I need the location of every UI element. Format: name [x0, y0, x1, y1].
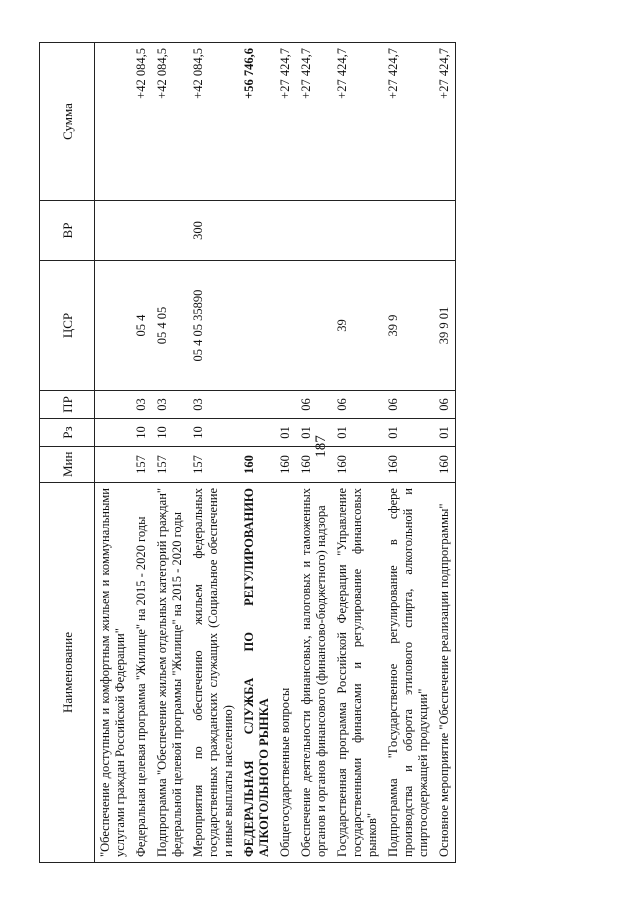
cell-csr: 39 9 01: [434, 261, 456, 391]
cell-rz: 01: [383, 419, 434, 447]
cell-min: [95, 447, 132, 483]
cell-rz: 10: [188, 419, 239, 447]
cell-min: 160: [332, 447, 383, 483]
cell-pr: 03: [188, 391, 239, 419]
cell-sum: +27 424,7: [383, 43, 434, 201]
cell-sum: +56 746,6: [239, 43, 275, 201]
table-row: [131, 43, 152, 863]
header-pr: ПР: [40, 391, 95, 419]
cell-min: 157: [188, 447, 239, 483]
cell-pr: [95, 391, 132, 419]
cell-sum: [95, 43, 132, 201]
cell-sum: +27 424,7: [434, 43, 456, 201]
cell-rz: 01: [296, 419, 332, 447]
cell-csr: [275, 261, 296, 391]
cell-sum: +27 424,7: [332, 43, 383, 201]
cell-name: Государственная программа Российской Федерации "Управление государственными финансами и регулирование финансовых рынков": [332, 483, 383, 863]
table-row: [383, 43, 434, 863]
table-row: [188, 43, 239, 863]
cell-csr: 05 4 05: [152, 261, 188, 391]
cell-rz: 01: [434, 419, 456, 447]
cell-sum: +27 424,7: [296, 43, 332, 201]
cell-vr: [383, 201, 434, 261]
cell-min: 157: [131, 447, 152, 483]
cell-vr: [95, 201, 132, 261]
cell-csr: 05 4 05 35890: [188, 261, 239, 391]
cell-min: 160: [296, 447, 332, 483]
cell-csr: [296, 261, 332, 391]
header-name: Наименование: [40, 483, 95, 863]
table-row: [152, 43, 188, 863]
budget-table: [39, 42, 456, 863]
cell-pr: 06: [296, 391, 332, 419]
cell-name: Основное мероприятие "Обеспечение реализации подпрограммы": [434, 483, 456, 863]
cell-rz: 01: [275, 419, 296, 447]
cell-name: Подпрограмма "Государственное регулирование в сфере производства и оборота этилового спирта, алкогольной и спиртосодержащей продукции": [383, 483, 434, 863]
cell-name: Подпрограмма "Обеспечение жильем отдельных категорий граждан" федеральной целевой программы "Жилище" на 2015 - 2020 годы: [152, 483, 188, 863]
header-sum: Сумма: [40, 43, 95, 201]
cell-sum: +42 084,5: [131, 43, 152, 201]
cell-rz: 10: [131, 419, 152, 447]
cell-vr: [275, 201, 296, 261]
cell-rz: 10: [152, 419, 188, 447]
rotated-page: [39, 43, 601, 863]
header-min: Мин: [40, 447, 95, 483]
cell-csr: 39: [332, 261, 383, 391]
cell-name: Мероприятия по обеспечению жильем федеральных государственных гражданских служащих (Социальное обеспечение и иные выплаты населению): [188, 483, 239, 863]
cell-sum: +42 084,5: [188, 43, 239, 201]
table-row: [95, 43, 132, 863]
cell-pr: 06: [332, 391, 383, 419]
cell-name: "Обеспечение доступным и комфортным жильем и коммунальными услугами граждан Российской Федерации": [95, 483, 132, 863]
cell-pr: 06: [434, 391, 456, 419]
cell-name: ФЕДЕРАЛЬНАЯ СЛУЖБА ПО РЕГУЛИРОВАНИЮ АЛКОГОЛЬНОГО РЫНКА: [239, 483, 275, 863]
cell-vr: [434, 201, 456, 261]
cell-csr: [95, 261, 132, 391]
cell-sum: +42 084,5: [152, 43, 188, 201]
cell-min: 160: [239, 447, 275, 483]
cell-min: 160: [383, 447, 434, 483]
cell-pr: [275, 391, 296, 419]
cell-pr: 06: [383, 391, 434, 419]
cell-vr: [332, 201, 383, 261]
cell-name: Обеспечение деятельности финансовых, налоговых и таможенных органов и органов финансового (финансово-бюджетного) надзора: [296, 483, 332, 863]
table-row: [434, 43, 456, 863]
cell-vr: [131, 201, 152, 261]
table-row: [239, 43, 275, 863]
table-header-row: [40, 43, 95, 863]
cell-vr: [152, 201, 188, 261]
table-row: [332, 43, 383, 863]
cell-pr: 03: [131, 391, 152, 419]
cell-vr: [296, 201, 332, 261]
header-csr: ЦСР: [40, 261, 95, 391]
cell-name: Общегосударственные вопросы: [275, 483, 296, 863]
page-number: 187: [312, 435, 329, 458]
cell-pr: 03: [152, 391, 188, 419]
cell-sum: +27 424,7: [275, 43, 296, 201]
cell-min: 160: [434, 447, 456, 483]
cell-vr: 300: [188, 201, 239, 261]
cell-min: 157: [152, 447, 188, 483]
cell-min: 160: [275, 447, 296, 483]
cell-name: Федеральная целевая программа "Жилище" на 2015 - 2020 годы: [131, 483, 152, 863]
header-rz: Рз: [40, 419, 95, 447]
cell-vr: [239, 201, 275, 261]
cell-rz: [95, 419, 132, 447]
header-vr: ВР: [40, 201, 95, 261]
cell-pr: [239, 391, 275, 419]
table-row: [275, 43, 296, 863]
cell-csr: [239, 261, 275, 391]
cell-rz: [239, 419, 275, 447]
cell-rz: 01: [332, 419, 383, 447]
table-row: [296, 43, 332, 863]
cell-csr: 39 9: [383, 261, 434, 391]
cell-csr: 05 4: [131, 261, 152, 391]
